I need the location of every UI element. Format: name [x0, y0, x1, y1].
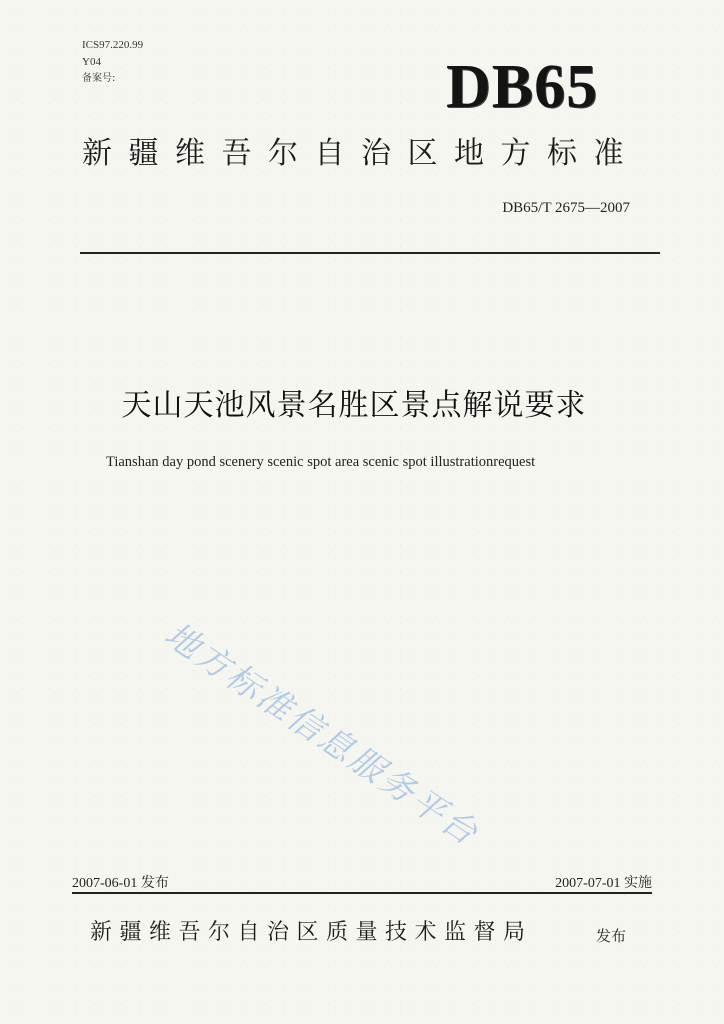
filing-number-label: 备案号: [82, 73, 116, 84]
issuing-authority: 新疆维吾尔自治区质量技术监督局 [90, 920, 533, 945]
classification-code: Y04 [82, 56, 101, 68]
footer-divider [72, 892, 652, 894]
standard-logo: DB65 [446, 53, 599, 121]
document-title-en: Tianshan day pond scenery scenic spot area scenic spot illustrationrequest [106, 454, 536, 470]
issue-date: 2007-06-01 发布 [72, 876, 169, 891]
implementation-date: 2007-07-01 实施 [555, 876, 652, 891]
watermark: 地方标准信息服务平台 [157, 614, 487, 855]
issued-label: 发布 [596, 927, 627, 945]
ics-code: ICS97.220.99 [82, 39, 144, 51]
document-title-zh: 天山天池风景名胜区景点解说要求 [121, 388, 587, 423]
standard-number: DB65/T 2675—2007 [502, 200, 630, 216]
header-divider [80, 252, 660, 254]
standard-type-heading: 新疆维吾尔自治区地方标准 [82, 136, 640, 171]
